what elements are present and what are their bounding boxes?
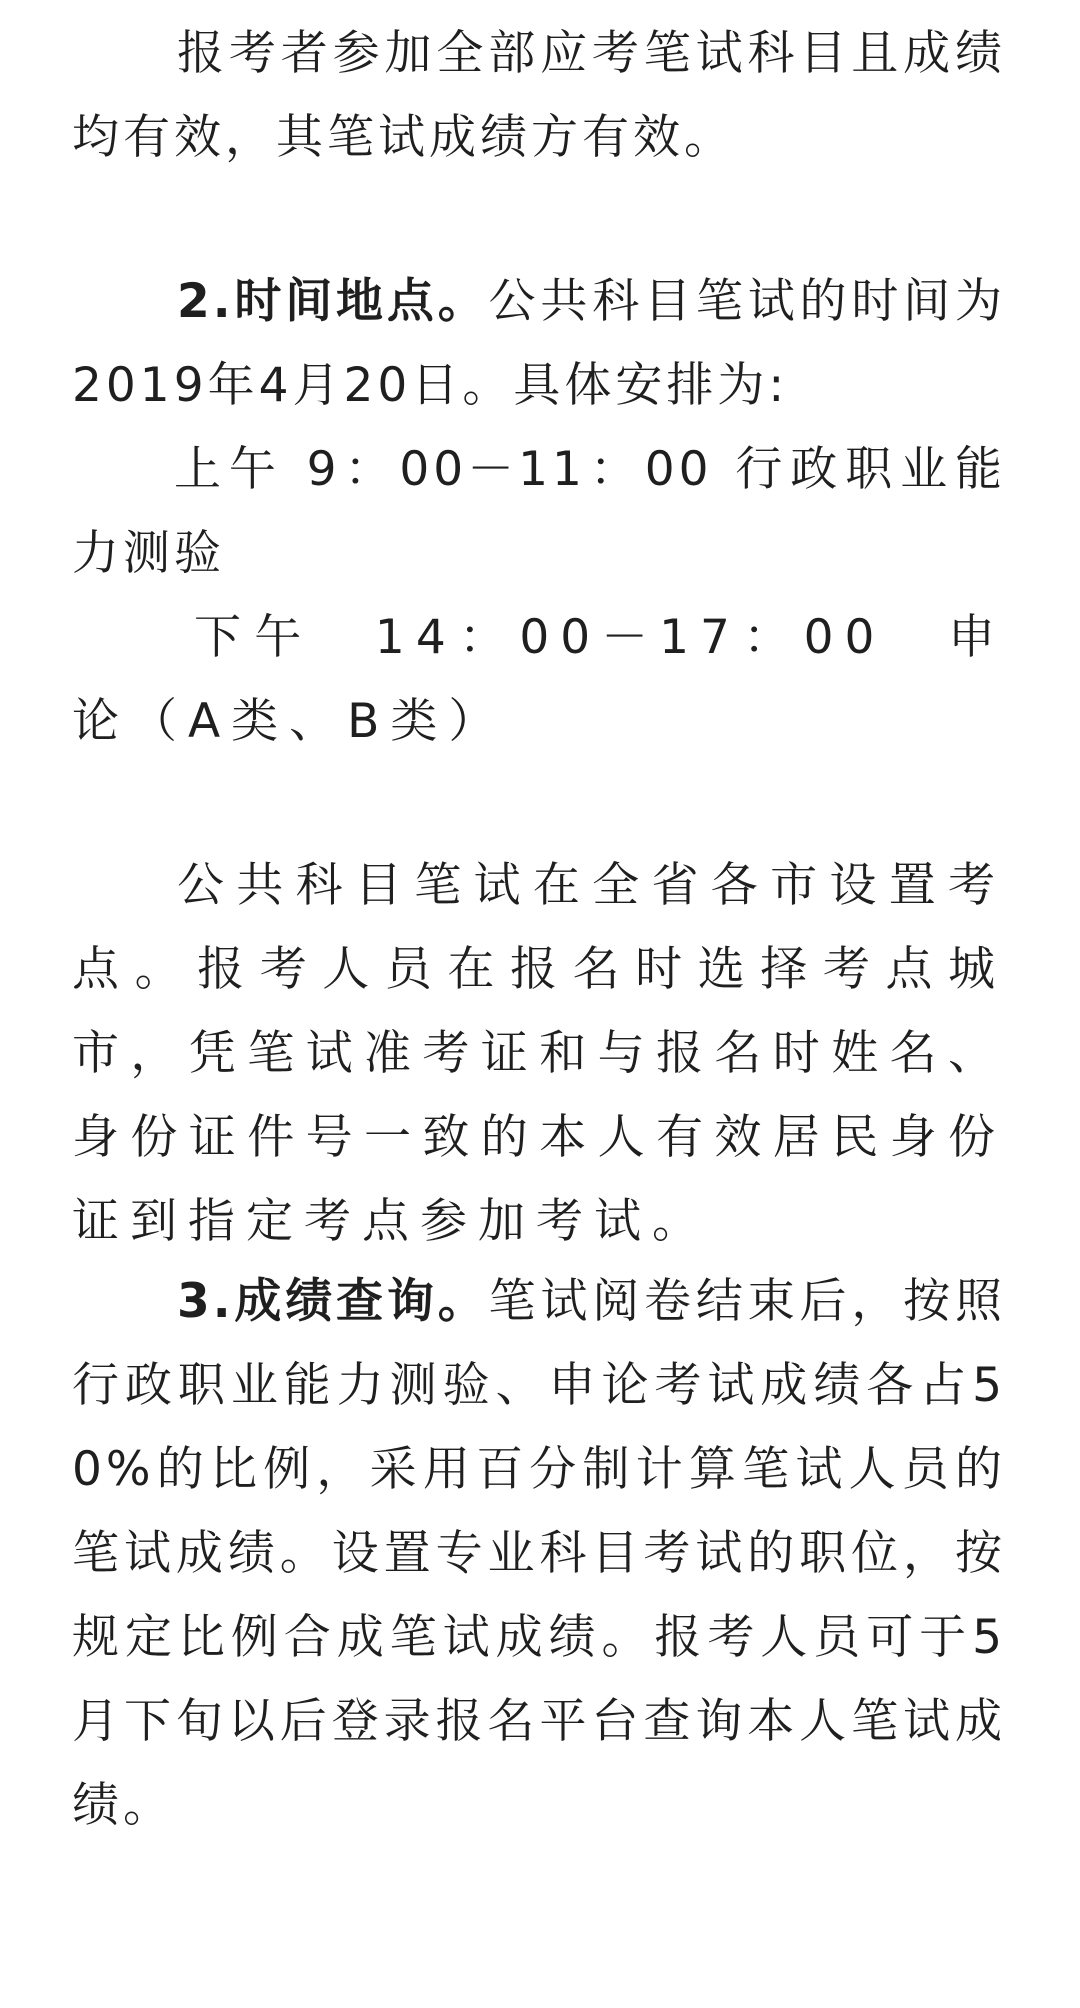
schedule-afternoon: 下午 14：00－17：00 申论（A类、B类） <box>72 610 1006 749</box>
schedule-morning: 上午 9：00－11：00 行政职业能力测验 <box>72 442 1006 581</box>
paragraph-exam-venues: 公共科目笔试在全省各市设置考点。报考人员在报名时选择考点城市，凭笔试准考证和与报名时姓名、身份证件号一致的本人有效居民身份证到指定考点参加考试。 <box>72 858 1006 1249</box>
exam-date-text: 公共科目笔试的时间为2019年4月20日。具体安排为: <box>72 274 1007 413</box>
paragraph-time-location <box>72 260 1006 428</box>
paragraph-score-query <box>72 1260 1006 1848</box>
section-heading-score-query: 3.成绩查询。 <box>177 1274 489 1329</box>
score-query-text: 笔试阅卷结束后，按照行政职业能力测验、申论考试成绩各占50%的比例，采用百分制计算笔试人员的笔试成绩。设置专业科目考试的职位，按规定比例合成笔试成绩。报考人员可于5月下旬以后登录报名平台查询本人笔试成绩。 <box>72 1274 1007 1833</box>
paragraph-exam-validity: 报考者参加全部应考笔试科目且成绩均有效，其笔试成绩方有效。 <box>72 26 1006 165</box>
section-heading-time-location: 2.时间地点。 <box>177 274 489 329</box>
